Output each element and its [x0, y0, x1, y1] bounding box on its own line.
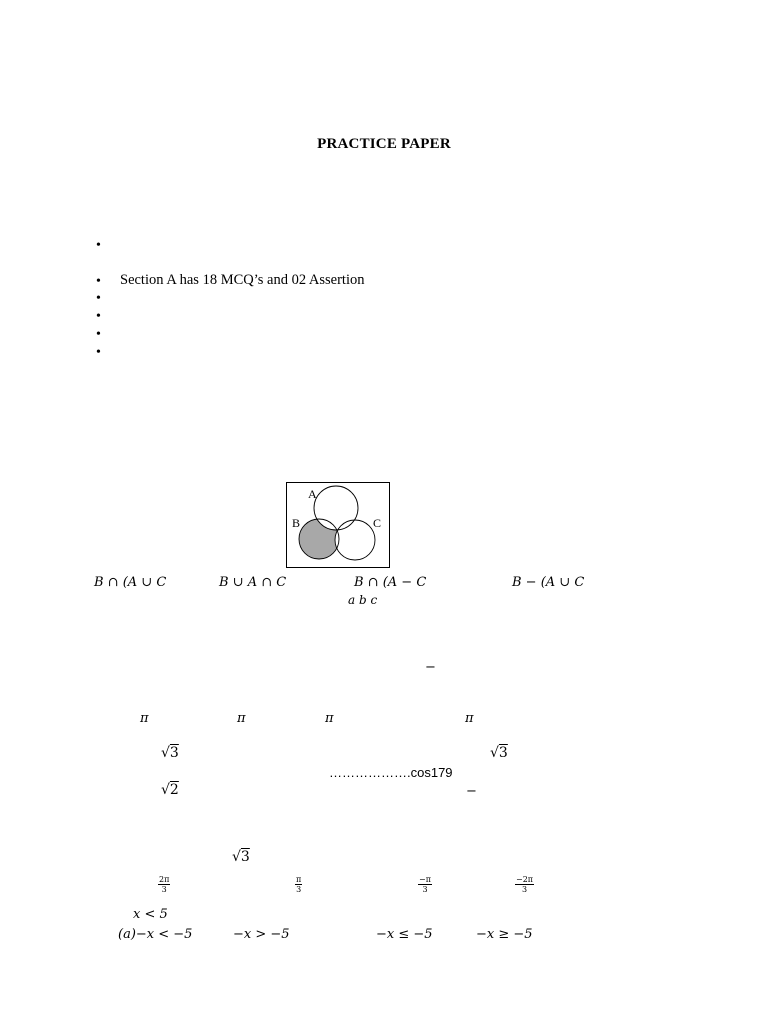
q5-option-a: $\frac{2\pi}{3}$ — [159, 875, 170, 894]
bullet-icon: • — [96, 291, 101, 306]
q1-option-b: B ∪ A ∩ C — [219, 575, 287, 590]
q5-sqrt3: √3 — [232, 849, 250, 865]
instruction-item: Section A has 18 MCQ’s and 02 Assertion — [120, 272, 365, 288]
q5-option-d: $\frac{-2\pi}{3}$ — [516, 875, 534, 894]
q6-stem: x < 5 — [133, 907, 168, 922]
q1-option-a: B ∩ (A ∪ C — [94, 575, 167, 590]
bullet-icon: • — [96, 309, 101, 324]
venn-label-b: B — [292, 516, 301, 530]
q4-blank-text: ……………….cos179 — [329, 765, 453, 780]
page-title: PRACTICE PAPER — [317, 136, 451, 152]
q1-subnote: a b c — [348, 593, 378, 607]
bullet-icon: • — [96, 238, 101, 253]
q4-sqrt3-right: √3 — [490, 745, 508, 761]
q3-option-c: π — [325, 711, 334, 726]
q5-option-b: $\frac{\pi}{3}$ — [296, 875, 302, 894]
q6-option-d: −x ≥ −5 — [476, 927, 533, 942]
q6-option-b: −x > −5 — [233, 927, 290, 942]
bullet-icon: • — [96, 345, 101, 360]
q2-minus: − — [425, 660, 436, 675]
q6-option-a: (a)−x < −5 — [118, 927, 193, 942]
q4-sqrt2: √2 — [161, 782, 179, 798]
q4-sqrt3-left: √3 — [161, 745, 179, 761]
q1-option-c: B ∩ (A − C — [354, 575, 427, 590]
q1-option-d: B − (A ∪ C — [512, 575, 585, 590]
venn-label-c: C — [373, 516, 382, 530]
bullet-icon: • — [96, 327, 101, 342]
q3-option-b: π — [237, 711, 246, 726]
venn-label-a: A — [308, 487, 317, 501]
venn-diagram — [286, 482, 390, 568]
q6-option-c: −x ≤ −5 — [376, 927, 433, 942]
q3-option-a: π — [140, 711, 149, 726]
q4-minus: − — [466, 784, 477, 799]
q3-option-d: π — [465, 711, 474, 726]
q5-option-c: $\frac{-\pi}{3}$ — [419, 875, 431, 894]
bullet-icon: • — [96, 274, 101, 289]
